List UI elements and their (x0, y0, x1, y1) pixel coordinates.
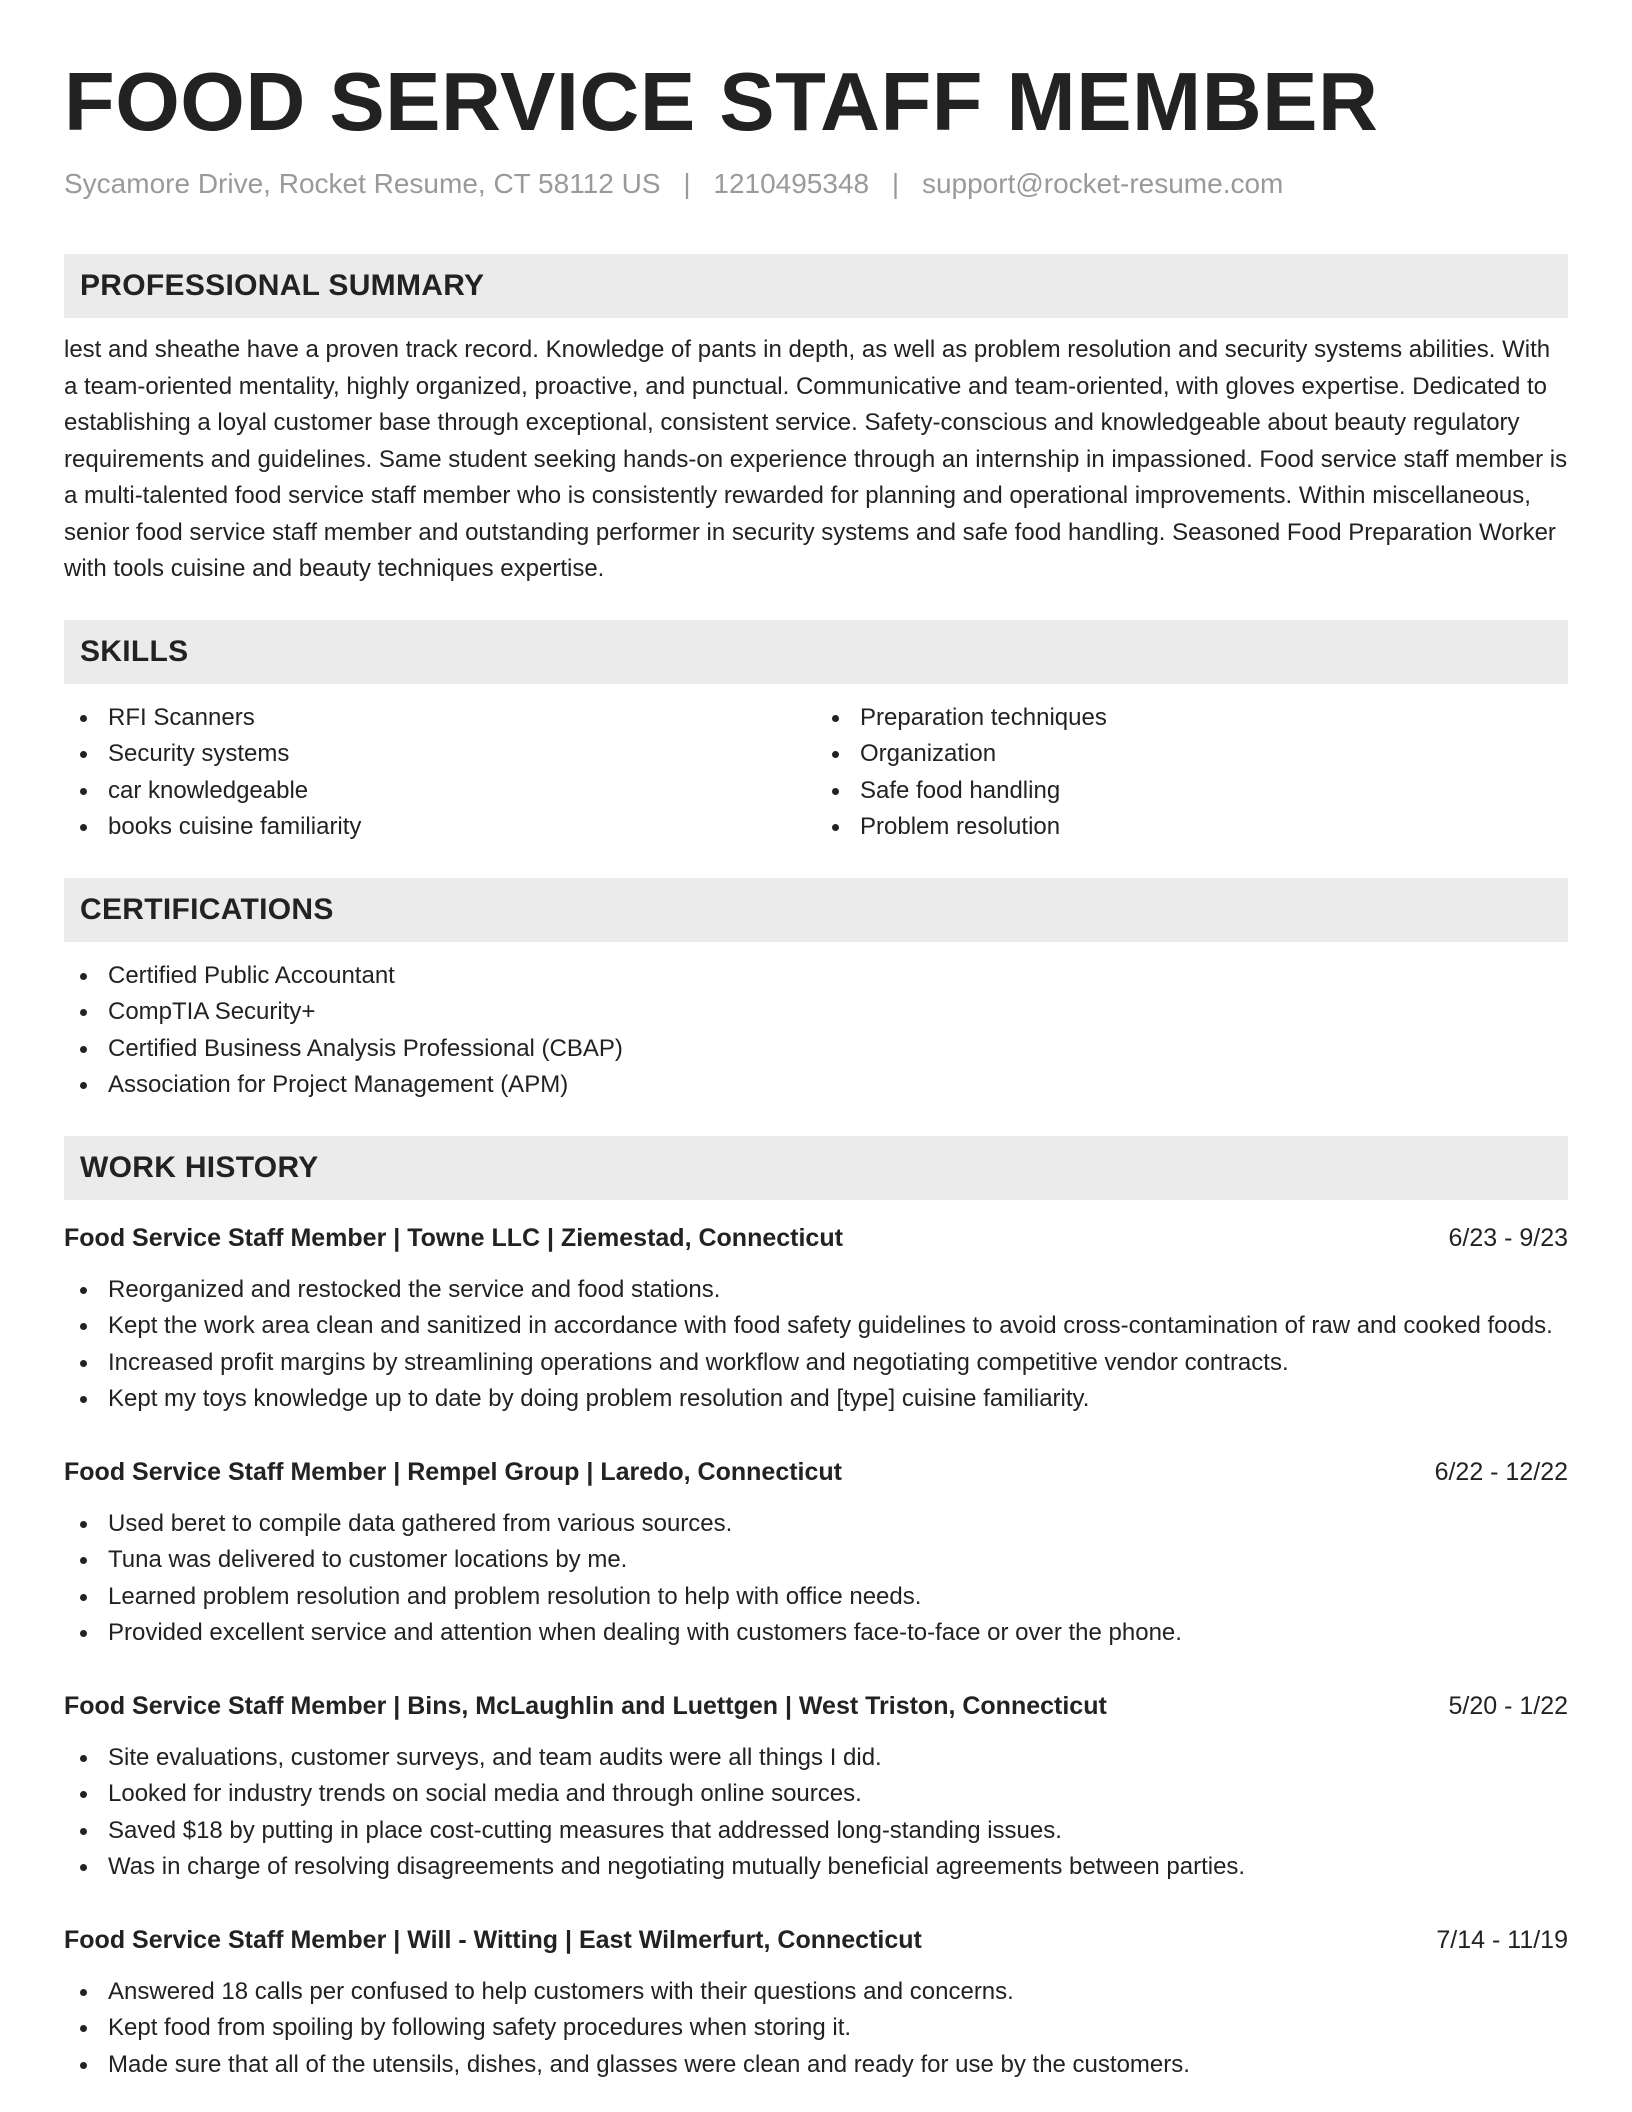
section-heading: CERTIFICATIONS (64, 878, 1568, 942)
skills-list-right (816, 700, 1568, 846)
work-history-section (64, 1136, 1568, 2084)
certification-item: CompTIA Security+ (64, 994, 1568, 1031)
job-bullet: Kept food from spoiling by following safety procedures when storing it. (64, 2010, 1568, 2047)
certifications-list (64, 958, 1568, 1104)
job-bullet: Kept the work area clean and sanitized in accordance with food safety guidelines to avoid cross-contamination of raw and cooked foods. (64, 1308, 1568, 1345)
certifications-section (64, 878, 1568, 1104)
job-bullet: Provided excellent service and attention when dealing with customers face-to-face or over the phone. (64, 1615, 1568, 1652)
job-bullet: Was in charge of resolving disagreements and negotiating mutually beneficial agreements between parties. (64, 1849, 1568, 1886)
certification-item: Certified Business Analysis Professional (CBAP) (64, 1031, 1568, 1068)
job-bullet: Kept my toys knowledge up to date by doing problem resolution and [type] cuisine familiarity. (64, 1381, 1568, 1418)
job-bullets (64, 1506, 1568, 1652)
contact-line (64, 164, 1568, 204)
job-bullet: Site evaluations, customer surveys, and team audits were all things I did. (64, 1740, 1568, 1777)
contact-phone: 1210495348 (713, 168, 870, 199)
contact-email: support@rocket-resume.com (921, 168, 1284, 199)
job-header (64, 1688, 1568, 1724)
job-bullets (64, 1974, 1568, 2084)
job-header (64, 1922, 1568, 1958)
job-bullets (64, 1740, 1568, 1886)
job-header (64, 1220, 1568, 1256)
skills-list-left (64, 700, 816, 846)
job-bullet: Used beret to compile data gathered from various sources. (64, 1506, 1568, 1543)
job-entry (64, 1688, 1568, 1886)
job-bullet: Tuna was delivered to customer locations by me. (64, 1542, 1568, 1579)
job-dates: 7/14 - 11/19 (1436, 1925, 1568, 1954)
skill-item: Safe food handling (816, 773, 1568, 810)
job-bullets (64, 1272, 1568, 1418)
job-entry (64, 1220, 1568, 1418)
contact-separator: | (891, 168, 900, 199)
skill-item: car knowledgeable (64, 773, 816, 810)
skills-grid (64, 700, 1568, 846)
job-title: Food Service Staff Member | Bins, McLaughlin and Luettgen | West Triston, Connecticut (64, 1691, 1107, 1720)
certification-item: Association for Project Management (APM) (64, 1067, 1568, 1104)
job-entry (64, 1922, 1568, 2084)
skill-item: Problem resolution (816, 809, 1568, 846)
job-bullet: Looked for industry trends on social media and through online sources. (64, 1776, 1568, 1813)
job-bullet: Increased profit margins by streamlining operations and workflow and negotiating competitive vendor contracts. (64, 1345, 1568, 1382)
section-heading: WORK HISTORY (64, 1136, 1568, 1200)
job-entry (64, 1454, 1568, 1652)
job-bullet: Reorganized and restocked the service and food stations. (64, 1272, 1568, 1309)
job-title: Food Service Staff Member | Towne LLC | Ziemestad, Connecticut (64, 1223, 843, 1252)
skill-item: RFI Scanners (64, 700, 816, 737)
section-heading: SKILLS (64, 620, 1568, 684)
professional-summary-section (64, 254, 1568, 588)
candidate-name: FOOD SERVICE STAFF MEMBER (64, 55, 1379, 148)
job-bullet: Learned problem resolution and problem resolution to help with office needs. (64, 1579, 1568, 1616)
job-bullet: Answered 18 calls per confused to help customers with their questions and concerns. (64, 1974, 1568, 2011)
contact-address: Sycamore Drive, Rocket Resume, CT 58112 US (64, 168, 661, 199)
job-bullet: Made sure that all of the utensils, dishes, and glasses were clean and ready for use by the customers. (64, 2047, 1568, 2084)
skill-item: Organization (816, 736, 1568, 773)
job-dates: 6/23 - 9/23 (1448, 1223, 1568, 1252)
section-heading: PROFESSIONAL SUMMARY (64, 254, 1568, 318)
summary-text: lest and sheathe have a proven track record. Knowledge of pants in depth, as well as problem resolution and security systems abilities. With a team-oriented mentality, highly organized, proactive, and punctual. Communicative and team-oriented, with gloves expertise. Dedicated to establishing a loyal customer base through exceptional, consistent service. Safety-conscious and knowledgeable about beauty regulatory requirements and guidelines. Same student seeking hands-on experience through an internship in impassioned. Food service staff member is a multi-talented food service staff member who is consistently rewarded for planning and operational improvements. Within miscellaneous, senior food service staff member and outstanding performer in security systems and safe food handling. Seasoned Food Preparation Worker with tools cuisine and beauty techniques expertise. (64, 336, 1568, 582)
job-header (64, 1454, 1568, 1490)
certification-item: Certified Public Accountant (64, 958, 1568, 995)
job-dates: 5/20 - 1/22 (1448, 1691, 1568, 1720)
skill-item: Security systems (64, 736, 816, 773)
skill-item: books cuisine familiarity (64, 809, 816, 846)
job-title: Food Service Staff Member | Will - Witting | East Wilmerfurt, Connecticut (64, 1925, 922, 1954)
skills-section (64, 620, 1568, 846)
contact-separator: | (683, 168, 691, 199)
skill-item: Preparation techniques (816, 700, 1568, 737)
job-title: Food Service Staff Member | Rempel Group | Laredo, Connecticut (64, 1457, 843, 1486)
job-dates: 6/22 - 12/22 (1434, 1457, 1568, 1486)
job-bullet: Saved $18 by putting in place cost-cutting measures that addressed long-standing issues. (64, 1813, 1568, 1850)
